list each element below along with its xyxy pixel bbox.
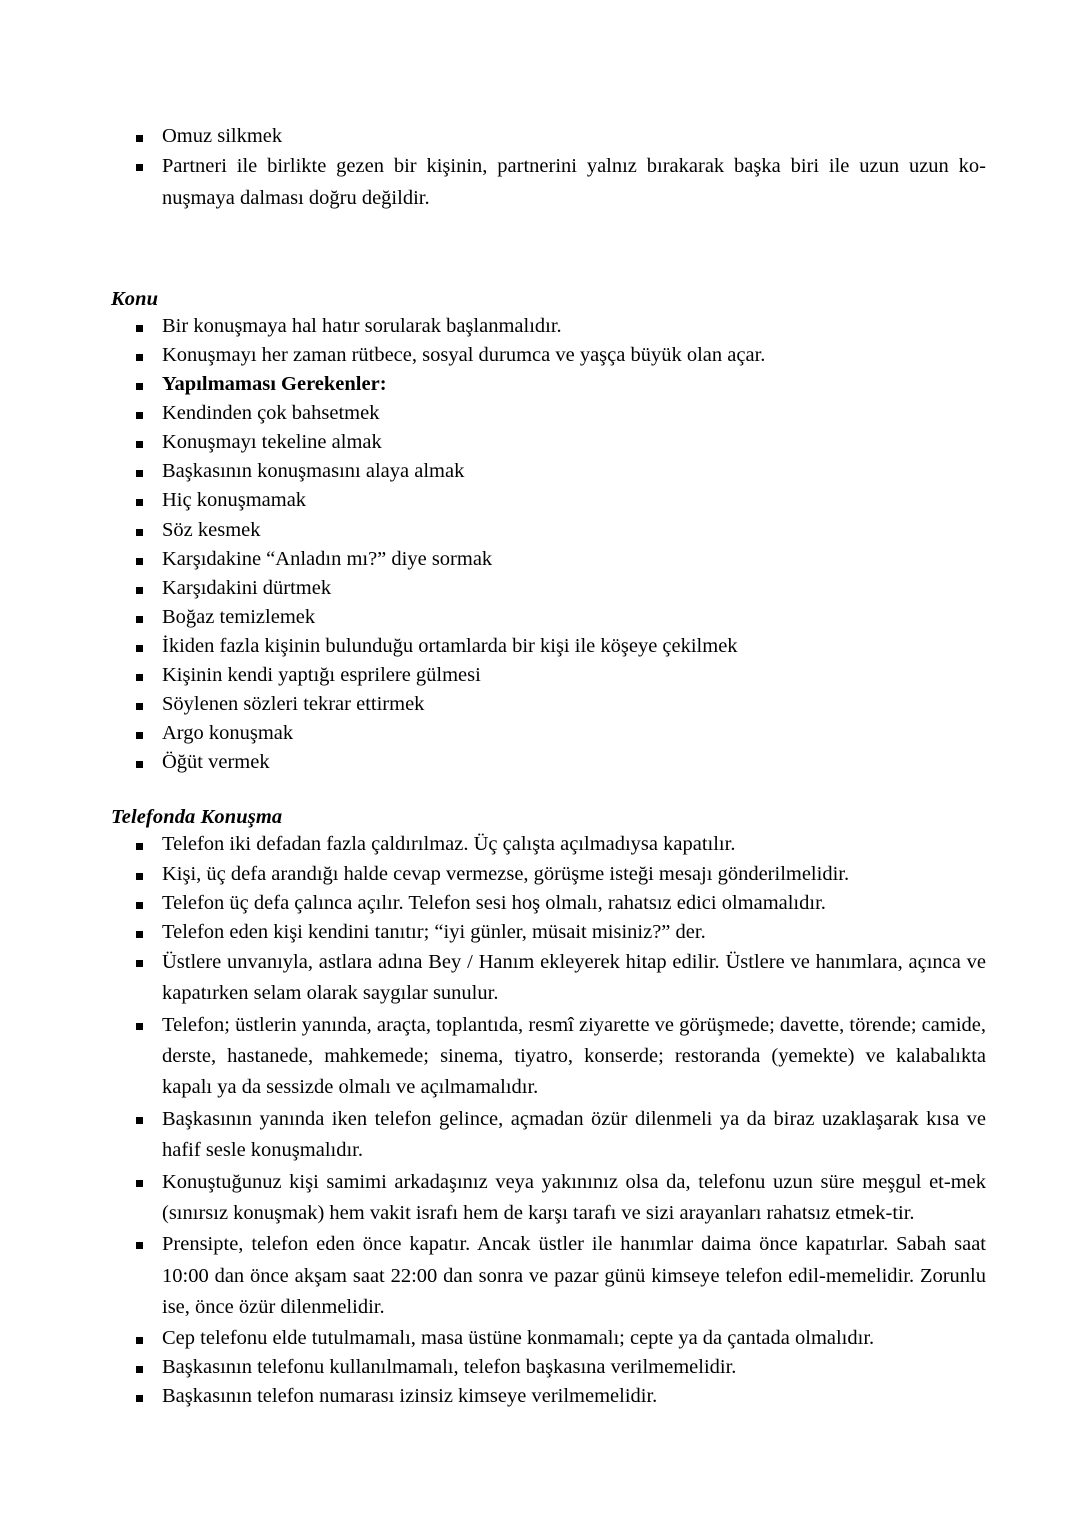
list-item: Konuştuğunuz kişi samimi arkadaşınız veya yakınınız olsa da, telefonu uzun süre meşgul et-mek (sınırsız konuşmak) hem vakit israfı hem de karşı tarafı ve sizi arayanları rahatsız etmek-tir.	[111, 1167, 986, 1230]
list-item: Başkasının telefonu kullanılmamalı, telefon başkasına verilmemelidir.	[111, 1353, 986, 1382]
list-telefonda-konusma	[111, 830, 986, 1411]
list-opening	[111, 122, 986, 214]
list-item: Argo konuşmak	[111, 719, 986, 748]
document-content	[111, 122, 986, 1411]
list-item: Partneri ile birlikte gezen bir kişinin, partnerini yalnız bırakarak başka biri ile uzun uzun ko-nuşmaya dalması doğru değildir.	[111, 151, 986, 214]
list-item: Konuşmayı tekeline almak	[111, 428, 986, 457]
heading-konu: Konu	[111, 287, 159, 310]
list-item: Telefon eden kişi kendini tanıtır; “iyi günler, müsait misiniz?” der.	[111, 918, 986, 947]
heading-telefonda-konusma: Telefonda Konuşma	[111, 806, 283, 829]
list-item: Telefon; üstlerin yanında, araçta, toplantıda, resmî ziyarette ve görüşmede; davette, törende; camide, derste, hastanede, mahkemede; sinema, tiyatro, konserde; restoranda (yemekte) ve kalabalıkta kapalı ya da sessizde olmalı ve açılmamalıdır.	[111, 1010, 986, 1104]
list-item: Omuz silkmek	[111, 122, 986, 151]
list-item: Telefon iki defadan fazla çaldırılmaz. Üç çalışta açılmadıysa kapatılır.	[111, 830, 986, 859]
list-item: Kendinden çok bahsetmek	[111, 399, 986, 428]
list-item: Söylenen sözleri tekrar ettirmek	[111, 690, 986, 719]
list-konu	[111, 312, 986, 778]
list-item: Söz kesmek	[111, 516, 986, 545]
list-item: Başkasının telefon numarası izinsiz kimseye verilmemelidir.	[111, 1382, 986, 1411]
list-item: Konuşmayı her zaman rütbece, sosyal durumca ve yaşça büyük olan açar.	[111, 341, 986, 370]
list-item-yapilmamasi-gerekenler: Yapılmaması Gerekenler:	[111, 370, 986, 399]
list-item: Kişi, üç defa arandığı halde cevap vermezse, görüşme isteği mesajı gönderilmelidir.	[111, 860, 986, 889]
list-item: Karşıdakini dürtmek	[111, 574, 986, 603]
list-item: Hiç konuşmamak	[111, 486, 986, 515]
list-item: Başkasının yanında iken telefon gelince, açmadan özür dilenmeli ya da biraz uzaklaşarak kısa ve hafif sesle konuşmalıdır.	[111, 1104, 986, 1167]
list-item: Bir konuşmaya hal hatır sorularak başlanmalıdır.	[111, 312, 986, 341]
list-item: Üstlere unvanıyla, astlara adına Bey / Hanım ekleyerek hitap edilir. Üstlere ve hanımlara, açınca ve kapatırken selam olarak saygılar sunulur.	[111, 947, 986, 1010]
list-item: Prensipte, telefon eden önce kapatır. Ancak üstler ile hanımlar daima önce kapatırlar. Sabah saat 10:00 dan önce akşam saat 22:00 dan sonra ve pazar günü kimseye telefon edil-memelidir. Zorunlu ise, önce özür dilenmelidir.	[111, 1229, 986, 1323]
section-gap	[111, 214, 986, 286]
section-gap	[111, 777, 986, 804]
list-item: Boğaz temizlemek	[111, 603, 986, 632]
list-item: İkiden fazla kişinin bulunduğu ortamlarda bir kişi ile köşeye çekilmek	[111, 632, 986, 661]
list-item: Karşıdakine “Anladın mı?” diye sormak	[111, 545, 986, 574]
list-item: Kişinin kendi yaptığı esprilere gülmesi	[111, 661, 986, 690]
list-item: Öğüt vermek	[111, 748, 986, 777]
list-item: Telefon üç defa çalınca açılır. Telefon sesi hoş olmalı, rahatsız edici olmamalıdır.	[111, 889, 986, 918]
list-item: Cep telefonu elde tutulmamalı, masa üstüne konmamalı; cepte ya da çantada olmalıdır.	[111, 1324, 986, 1353]
list-item: Başkasının konuşmasını alaya almak	[111, 457, 986, 486]
